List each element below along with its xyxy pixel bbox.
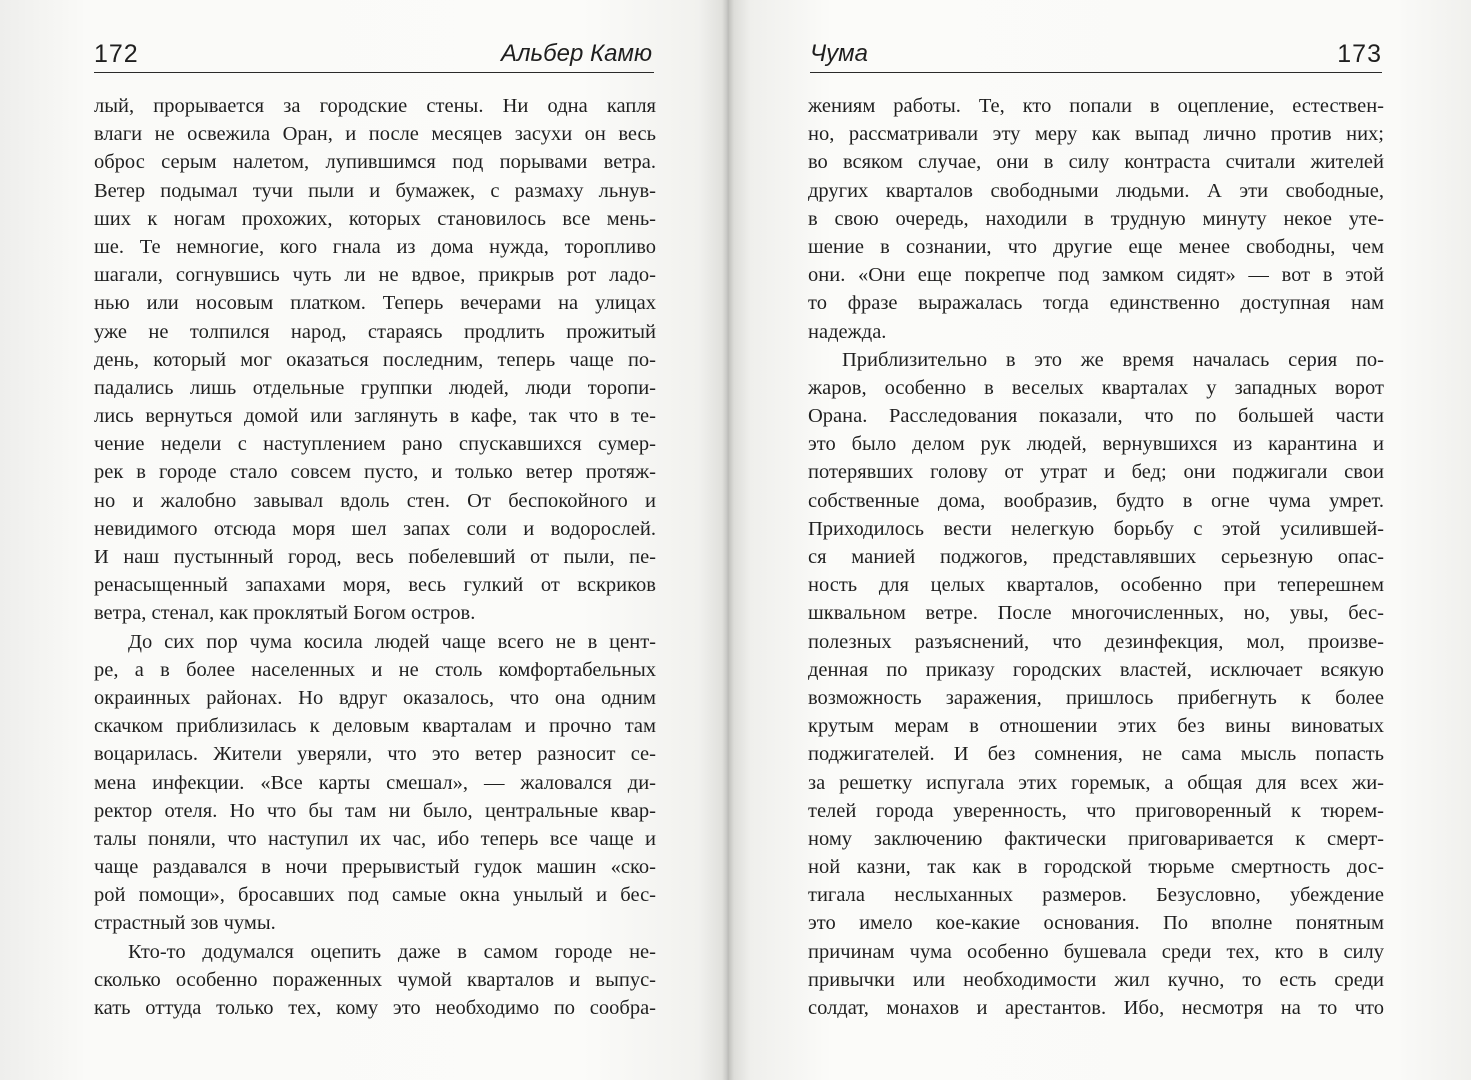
text-line: уже не толпился народ, стараясь продлить прожитый: [94, 320, 656, 343]
text-line: возможность заражения, пришлось прибегнуть к более: [808, 686, 1384, 709]
text-line: день, который мог оказаться последним, теперь чаще по-: [94, 348, 656, 371]
left-page: [0, 0, 728, 1080]
text-line: скачком приблизилась к деловым кварталам и прочно там: [94, 715, 656, 738]
page-number: 172: [94, 40, 139, 68]
running-title-book: Чума: [810, 40, 868, 67]
text-line: но и жалобно завывал вдоль стен. От беспокойного и: [94, 489, 656, 512]
text-line: падались лишь отдельные группки людей, люди торопи-: [94, 376, 656, 399]
text-line: рой помощи», бросавших под самые окна унылый и бес-: [94, 884, 656, 907]
text-line: ветра, стенал, как проклятый Богом остров.: [94, 602, 476, 625]
text-line: шение в сознании, что другие еще менее свободны, чем: [808, 235, 1384, 258]
text-line: ре, а в более населенных и не столь комфортабельных: [94, 658, 656, 681]
left-page-text: [94, 92, 656, 1022]
text-line: полезных разъяснений, что дезинфекция, мол, произве-: [808, 630, 1384, 653]
text-line: талы поняли, что наступил их час, ибо теперь все чаще и: [94, 827, 656, 850]
header-rule: [810, 72, 1382, 73]
text-line: привычки или необходимости жил кучно, то есть среди: [808, 968, 1384, 991]
text-line: за решетку испугала этих горемык, а общая для всех жи-: [808, 771, 1384, 794]
text-line: жениям работы. Те, кто попали в оцепление, естествен-: [808, 95, 1384, 117]
text-line: И наш пустынный город, весь побелевший от пыли, пе-: [94, 546, 656, 568]
text-line: Орана. Расследования показали, что по большей части: [808, 405, 1384, 428]
text-line: невидимого отсюда моря шел запах соли и водорослей.: [94, 517, 656, 540]
text-line: во всяком случае, они в силу контраста считали жителей: [808, 151, 1384, 174]
text-line: крутым мерам в отношении этих без вины виноватых: [808, 715, 1384, 738]
left-page-header: [94, 36, 654, 76]
text-line: оброс серым налетом, лупившимся под порывами ветра.: [94, 151, 656, 174]
text-line: сколько особенно пораженных чумой кварталов и выпус-: [94, 968, 656, 991]
text-line: До сих пор чума косила людей чаще всего не в цент-: [128, 630, 656, 653]
text-line: телей города уверенность, что приговоренный к тюрем-: [808, 799, 1384, 822]
text-line: ших к ногам прохожих, которых становилось все мень-: [94, 207, 656, 230]
text-line: поджигателей. И без сомнения, не сама мысль попасть: [808, 743, 1384, 766]
text-line: причинам чума особенно бушевала среди тех, кто в силу: [808, 940, 1384, 963]
right-page-text: [808, 92, 1384, 1022]
text-line: нью или носовым платком. Теперь вечерами на улицах: [94, 292, 656, 315]
text-line: шквальном ветре. После многочисленных, но, увы, бес-: [808, 602, 1384, 625]
text-line: солдат, монахов и арестантов. Ибо, несмотря на то что: [808, 997, 1384, 1019]
text-line: чение недели с наступлением рано спускавшихся сумер-: [94, 433, 656, 456]
text-line: ренасыщенный запахами моря, весь гулкий от вскриков: [94, 574, 656, 597]
text-line: ректор отеля. Но что бы там ни было, центральные квар-: [94, 799, 656, 822]
text-line: Ветер подымал тучи пыли и бумажек, с размаху льнув-: [94, 179, 656, 202]
page-number: 173: [1337, 40, 1382, 68]
right-page: [728, 0, 1471, 1080]
text-line: денная по приказу городских властей, исключает всякую: [808, 658, 1384, 681]
text-line: в свою очередь, находили в трудную минуту некое уте-: [808, 207, 1384, 230]
text-line: ся манией поджогов, представлявших серьезную опас-: [808, 546, 1384, 568]
text-line: тигала неслыханных размеров. Безусловно, убеждение: [808, 884, 1384, 907]
text-line: Приходилось вести нелегкую борьбу с этой усилившей-: [808, 517, 1384, 540]
text-line: ному заключению фактически приговаривается к смерт-: [808, 827, 1384, 850]
text-line: лись вернуться домой или заглянуть в кафе, так что в те-: [94, 405, 656, 428]
text-line: других кварталов свободными людьми. А эти свободные,: [808, 179, 1384, 202]
text-line: лый, прорывается за городские стены. Ни одна капля: [94, 95, 656, 117]
text-line: мена инфекции. «Все карты смешал», — жаловался ди-: [94, 771, 656, 794]
text-line: потерявших голову от утрат и бед; они поджигали свои: [808, 461, 1384, 484]
text-line: надежда.: [808, 320, 887, 343]
text-line: ность для целых кварталов, особенно при теперешнем: [808, 574, 1384, 597]
text-line: Кто-то додумался оцепить даже в самом городе не-: [128, 940, 656, 963]
text-line: кать оттуда только тех, кому это необходимо по сообра-: [94, 997, 656, 1019]
text-line: собственные дома, вообразив, будто в огне чума умрет.: [808, 489, 1384, 512]
text-line: шагали, согнувшись чуть ли не вдвое, прикрыв рот ладо-: [94, 264, 656, 287]
text-line: но, рассматривали эту меру как выпад лично против них;: [808, 123, 1384, 146]
text-line: рек в городе стало совсем пусто, и только ветер протяж-: [94, 461, 656, 484]
text-line: чаще раздавался в ночи прерывистый гудок машин «ско-: [94, 856, 656, 879]
text-line: это было делом рук людей, вернувшихся из карантина и: [808, 433, 1384, 456]
text-line: Приблизительно в это же время началась серия по-: [842, 348, 1384, 371]
text-line: они. «Они еще покрепче под замком сидят» — вот в этой: [808, 264, 1384, 287]
text-line: ной казни, так как в городской тюрьме смертность дос-: [808, 856, 1384, 879]
right-page-header: [810, 36, 1382, 76]
book-gutter: [722, 0, 734, 1080]
text-line: то фразе выражалась тогда единственно доступная нам: [808, 292, 1384, 315]
text-line: жаров, особенно в веселых кварталах у западных ворот: [808, 376, 1384, 399]
text-line: это имело кое-какие основания. По вполне понятным: [808, 912, 1384, 935]
header-rule: [94, 72, 654, 73]
text-line: окраинных районах. Но вдруг оказалось, что она одним: [94, 686, 656, 709]
text-line: воцарилась. Жители уверяли, что это ветер разносит се-: [94, 743, 656, 766]
text-line: влаги не освежила Оран, и после месяцев засухи он весь: [94, 123, 656, 146]
running-title-author: Альбер Камю: [500, 40, 652, 67]
text-line: страстный зов чумы.: [94, 912, 276, 935]
text-line: ше. Те немногие, кого гнала из дома нужда, торопливо: [94, 235, 656, 258]
